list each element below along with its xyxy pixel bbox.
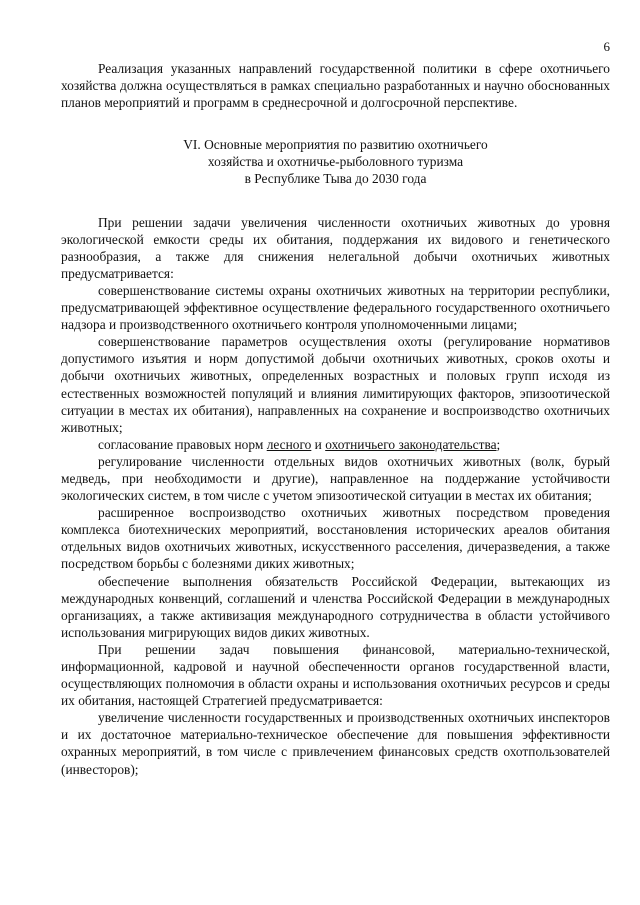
paragraph-8: При решении задач повышения финансовой, материально-технической, информационной, кадровой и научной обеспеченности органов государственной власти, осуществляющих полномочия в области охраны и использования охотничьих ресурсов и среды их обитания, настоящей Стратегией предусматривается: [61, 641, 610, 709]
intro-paragraph: Реализация указанных направлений государственной политики в сфере охотничьего хозяйства должна осуществляться в рамках специально разработанных и научно обоснованных планов мероприятий и программ в среднесрочной и долгосрочной перспективе. [61, 61, 610, 111]
paragraph-1: При решении задачи увеличения численности охотничьих животных до уровня экологической емкости среды их обитания, поддержания их видового и генетического разнообразия, а также для снижения нелегальной добычи охотничьих животных предусматривается: [61, 214, 610, 281]
paragraph-3: совершенствование параметров осуществления охоты (регулирование нормативов допустимого изъятия и норм допустимой добычи охотничьих животных, сроков охоты и добычи охотничьих животных, определенных возрастных и половых групп исходя из естественных возможностей популяций и влияния лимитирующих факторов, эпизоотической ситуации в местах их обитания), направленных на сохранение и воспроизводство охотничьих животных; [61, 334, 610, 435]
paragraph-4 [61, 436, 610, 453]
paragraph-4-suffix: ; [496, 436, 501, 452]
section-heading-line-2: хозяйства и охотничье-рыболовного туризма [207, 154, 464, 170]
paragraph-7: обеспечение выполнения обязательств Российской Федерации, вытекающих из международных конвенций, соглашений и членства Российской Федерации в международных организациях, а также активизация международного сотрудничества в области устойчивого использования мигрирующих видов диких животных. [61, 573, 610, 640]
paragraph-5: регулирование численности отдельных видов охотничьих животных (волк, бурый медведь, при необходимости и другие), направленное на поддержание устойчивости экологических систем, в том числе с учетом эпизоотической ситуации в местах их обитания; [61, 453, 610, 504]
section-heading-line-1: VI. Основные мероприятия по развитию охотничьего [183, 137, 488, 153]
paragraph-9: увеличение численности государственных и производственных охотничьих инспекторов и их достаточное материально-техническое обеспечение для повышения эффективности охранных мероприятий, в том числе с привлечением финансовых средств охотпользователей (инвесторов); [61, 710, 610, 777]
page-number: 6 [603, 39, 610, 54]
paragraph-2: совершенствование системы охраны охотничьих животных на территории республики, предусматривающей эффективное осуществление федерального государственного охотничьего надзора и производственного охотничьего контроля уполномоченными лицами; [61, 282, 610, 333]
paragraph-4-middle: и [311, 436, 326, 452]
document-body [61, 60, 610, 778]
paragraph-4-prefix: согласование правовых норм [98, 436, 267, 452]
section-heading-line-3: в Республике Тыва до 2030 года [244, 171, 427, 187]
section-heading [61, 136, 610, 187]
paragraph-6: расширенное воспроизводство охотничьих животных посредством проведения комплекса биотехнических мероприятий, восстановления исторических ареалов обитания отдельных видов охотничьих животных, искусственного расселения, дичеразведения, а также посредством борьбы с болезнями диких животных; [61, 505, 610, 572]
forest-law-link[interactable]: лесного [266, 436, 312, 452]
hunting-law-link[interactable]: охотничьего законодательства [325, 436, 497, 452]
